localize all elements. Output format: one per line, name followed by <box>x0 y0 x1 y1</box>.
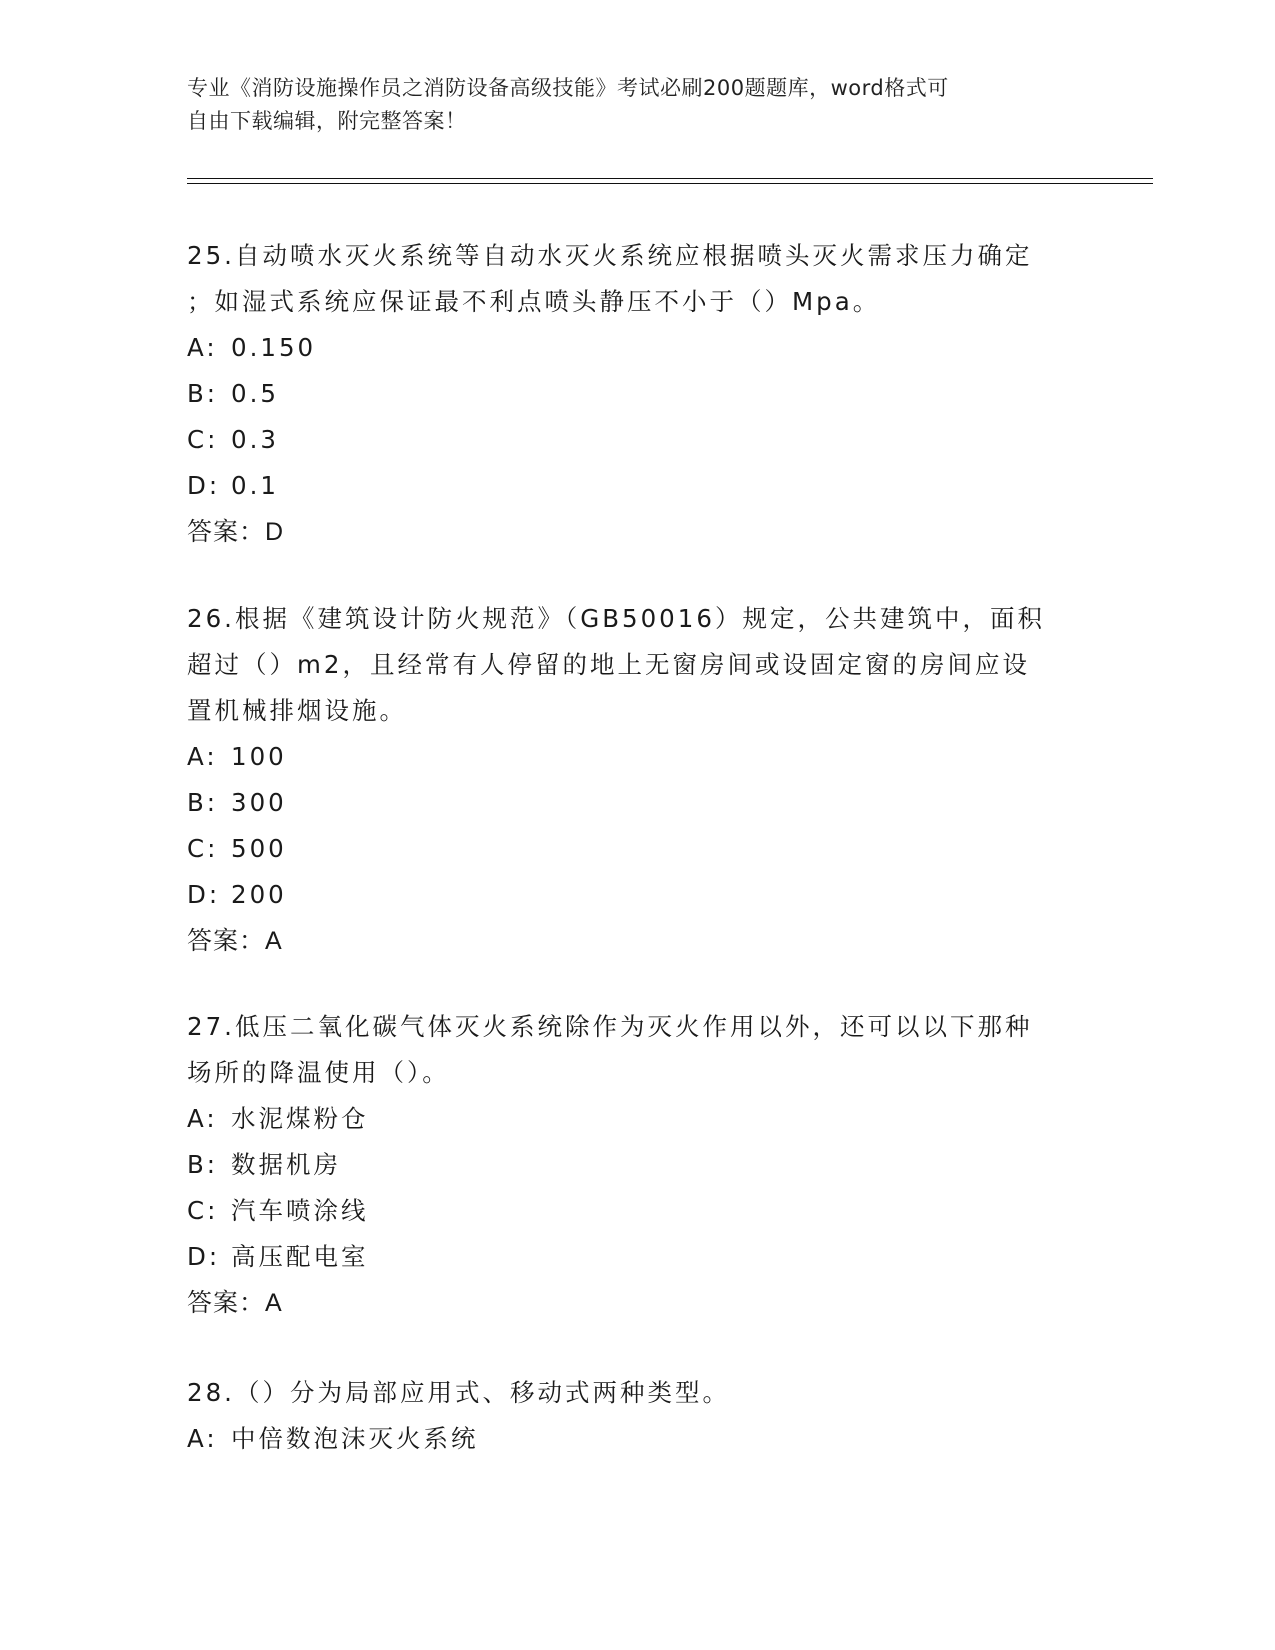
option-letter: C: <box>187 1196 219 1225</box>
option-a <box>187 325 1087 371</box>
question-stem-line: 置机械排烟设施。 <box>187 696 407 725</box>
option-letter: C: <box>187 425 219 454</box>
option-letter: D: <box>187 1242 221 1271</box>
answer-line: 答案：A <box>187 1289 283 1317</box>
option-a <box>187 734 1087 780</box>
option-text: 0.150 <box>231 333 317 362</box>
option-text: 200 <box>231 880 287 909</box>
option-text: 数据机房 <box>231 1150 341 1179</box>
document-header <box>187 72 1087 138</box>
option-letter: B: <box>187 379 219 408</box>
question-28 <box>187 1370 1087 1462</box>
header-divider-top <box>187 178 1153 179</box>
answer-line: 答案：A <box>187 927 283 955</box>
option-letter: B: <box>187 1150 219 1179</box>
header-line-2: 自由下载编辑，附完整答案！ <box>187 109 467 133</box>
question-27 <box>187 1004 1087 1326</box>
option-a <box>187 1096 1087 1142</box>
option-a <box>187 1416 1087 1462</box>
option-letter: D: <box>187 471 221 500</box>
option-b <box>187 780 1087 826</box>
option-text: 汽车喷涂线 <box>231 1196 369 1225</box>
option-text: 500 <box>231 834 287 863</box>
option-d <box>187 872 1087 918</box>
question-stem-line: 26.根据《建筑设计防火规范》（GB50016）规定，公共建筑中，面积 <box>187 604 1045 633</box>
option-letter: C: <box>187 834 219 863</box>
option-d <box>187 1234 1087 1280</box>
question-stem-line: 场所的降温使用（）。 <box>187 1058 450 1087</box>
option-text: 300 <box>231 788 287 817</box>
option-letter: D: <box>187 880 221 909</box>
header-line-1: 专业《消防设施操作员之消防设备高级技能》考试必刷200题题库，word格式可 <box>187 76 949 100</box>
option-d <box>187 463 1087 509</box>
option-b <box>187 1142 1087 1188</box>
option-letter: A: <box>187 742 218 771</box>
question-stem-line: 25.自动喷水灭火系统等自动水灭火系统应根据喷头灭火需求压力确定 <box>187 241 1033 270</box>
answer-line: 答案：D <box>187 518 285 546</box>
option-text: 100 <box>231 742 287 771</box>
option-letter: A: <box>187 1424 218 1453</box>
option-letter: A: <box>187 1104 218 1133</box>
option-text: 水泥煤粉仓 <box>231 1104 369 1133</box>
header-divider-bottom <box>187 183 1153 184</box>
option-c <box>187 1188 1087 1234</box>
option-text: 0.5 <box>231 379 279 408</box>
option-letter: B: <box>187 788 219 817</box>
option-letter: A: <box>187 333 218 362</box>
option-text: 0.3 <box>231 425 279 454</box>
question-stem-line: ；如湿式系统应保证最不利点喷头静压不小于（）Mpa。 <box>187 287 881 316</box>
option-text: 高压配电室 <box>231 1242 369 1271</box>
option-c <box>187 826 1087 872</box>
option-c <box>187 417 1087 463</box>
question-stem-line: 超过（）m2，且经常有人停留的地上无窗房间或设固定窗的房间应设 <box>187 650 1030 679</box>
option-text: 中倍数泡沫灭火系统 <box>231 1424 479 1453</box>
question-stem-line: 28.（）分为局部应用式、移动式两种类型。 <box>187 1378 730 1407</box>
question-stem-line: 27.低压二氧化碳气体灭火系统除作为灭火作用以外，还可以以下那种 <box>187 1012 1033 1041</box>
option-b <box>187 371 1087 417</box>
option-text: 0.1 <box>231 471 279 500</box>
question-26 <box>187 596 1087 964</box>
question-25 <box>187 233 1087 555</box>
